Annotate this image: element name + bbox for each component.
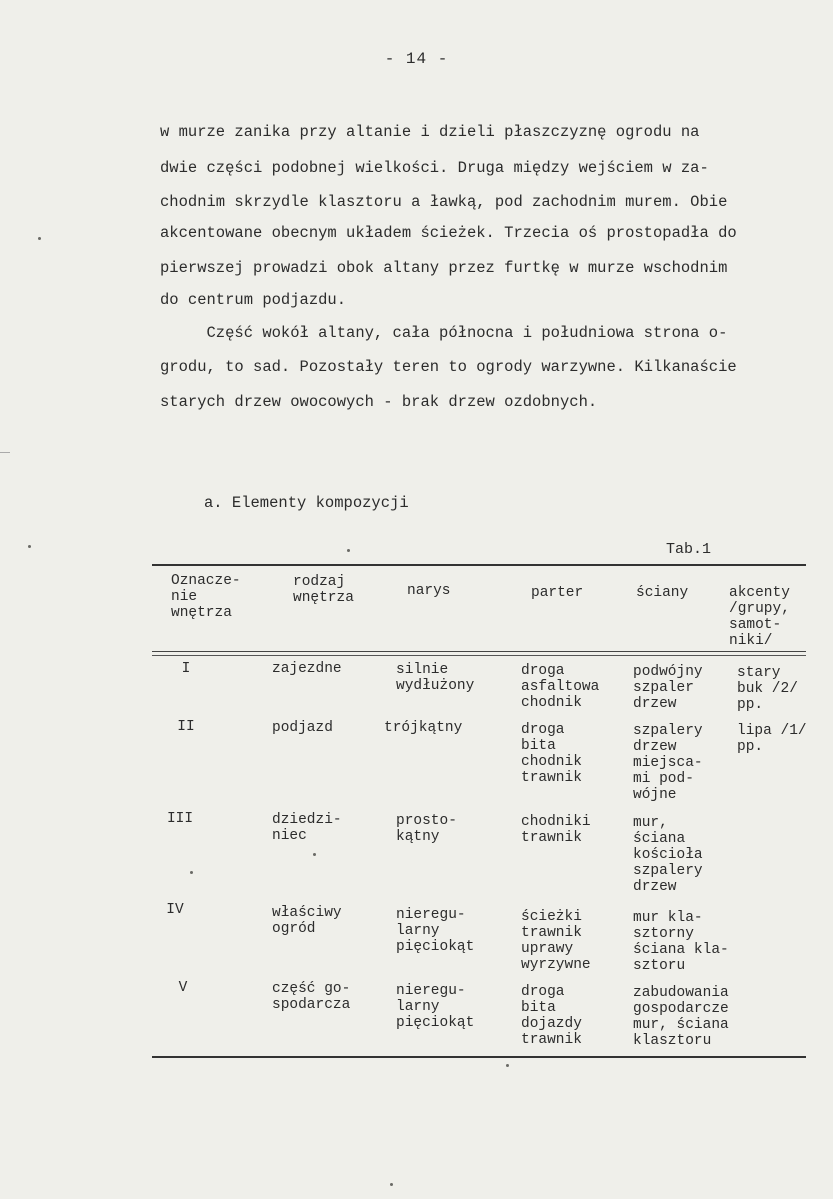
table-label: Tab.1: [666, 541, 712, 558]
table-header-rule-2: [152, 655, 806, 656]
table-cell: chodniki trawnik: [521, 814, 591, 846]
table-cell: zajezdne: [272, 661, 342, 677]
scan-speck: [390, 1183, 393, 1186]
table-cell: mur kla- sztorny ściana kla- sztoru: [633, 910, 729, 974]
scan-speck: [347, 549, 350, 552]
table-cell: część go- spodarcza: [272, 981, 351, 1013]
table-header-cell: ściany: [636, 585, 689, 601]
table-header-cell: rodzaj wnętrza: [293, 574, 354, 606]
scan-speck: [28, 545, 31, 548]
table-cell: dziedzi- niec: [272, 812, 342, 844]
table-cell: podwójny szpaler drzew: [633, 664, 703, 712]
table-header-cell: narys: [407, 583, 451, 599]
paragraph-line: dwie części podobnej wielkości. Druga między wejściem w za-: [160, 159, 709, 177]
table-top-rule: [152, 564, 806, 566]
paragraph-line: akcentowane obecnym układem ścieżek. Trzecia oś prostopadła do: [160, 224, 737, 242]
paragraph-line: Część wokół altany, cała północna i południowa strona o-: [160, 324, 728, 342]
table-cell: właściwy ogród: [272, 905, 342, 937]
table-cell: ścieżki trawnik uprawy wyrzywne: [521, 909, 591, 973]
table-cell: szpalery drzew miejsca- mi pod- wójne: [633, 723, 703, 803]
table-bottom-rule: [152, 1056, 806, 1058]
table-cell: trójkątny: [384, 720, 463, 736]
table-cell: V: [178, 980, 188, 996]
table-cell: zabudowania gospodarcze mur, ściana klasztoru: [633, 985, 729, 1049]
table-cell: lipa /1/ pp.: [737, 723, 807, 755]
table-cell: droga bita chodnik trawnik: [521, 722, 582, 786]
table-header-cell: parter: [531, 585, 584, 601]
table-cell: II: [177, 719, 195, 735]
scan-speck: [313, 853, 316, 856]
table-cell: silnie wydłużony: [396, 662, 475, 694]
scan-speck: [190, 871, 193, 874]
table-header-cell: Oznacze- nie wnętrza: [171, 573, 241, 621]
page-edge-mark: [0, 452, 10, 453]
scan-speck: [38, 237, 41, 240]
table-header-rule: [152, 651, 806, 652]
table-cell: III: [166, 811, 194, 827]
table-cell: podjazd: [272, 720, 333, 736]
scan-speck: [506, 1064, 509, 1067]
paragraph-line: chodnim skrzydle klasztoru a ławką, pod zachodnim murem. Obie: [160, 193, 728, 211]
paragraph-line: pierwszej prowadzi obok altany przez furtkę w murze wschodnim: [160, 259, 728, 277]
table-cell: droga bita dojazdy trawnik: [521, 984, 582, 1048]
paragraph-line: do centrum podjazdu.: [160, 291, 347, 309]
paragraph-line: w murze zanika przy altanie i dzieli płaszczyznę ogrodu na: [160, 123, 700, 141]
table-cell: stary buk /2/ pp.: [737, 665, 798, 713]
table-cell: droga asfaltowa chodnik: [521, 663, 600, 711]
section-heading: a. Elementy kompozycji: [204, 494, 409, 512]
paragraph-line: grodu, to sad. Pozostały teren to ogrody warzywne. Kilkanaście: [160, 358, 737, 376]
table-header-cell: akcenty /grupy, samot- niki/: [729, 585, 790, 649]
table-cell: I: [181, 661, 191, 677]
table-cell: mur, ściana kościoła szpalery drzew: [633, 815, 703, 895]
table-cell: nieregu- larny pięciokąt: [396, 983, 475, 1031]
paragraph-line: starych drzew owocowych - brak drzew ozdobnych.: [160, 393, 598, 411]
page-number: - 14 -: [384, 50, 449, 68]
table-cell: IV: [166, 902, 184, 918]
table-cell: nieregu- larny pięciokąt: [396, 907, 475, 955]
table-cell: prosto- kątny: [396, 813, 457, 845]
